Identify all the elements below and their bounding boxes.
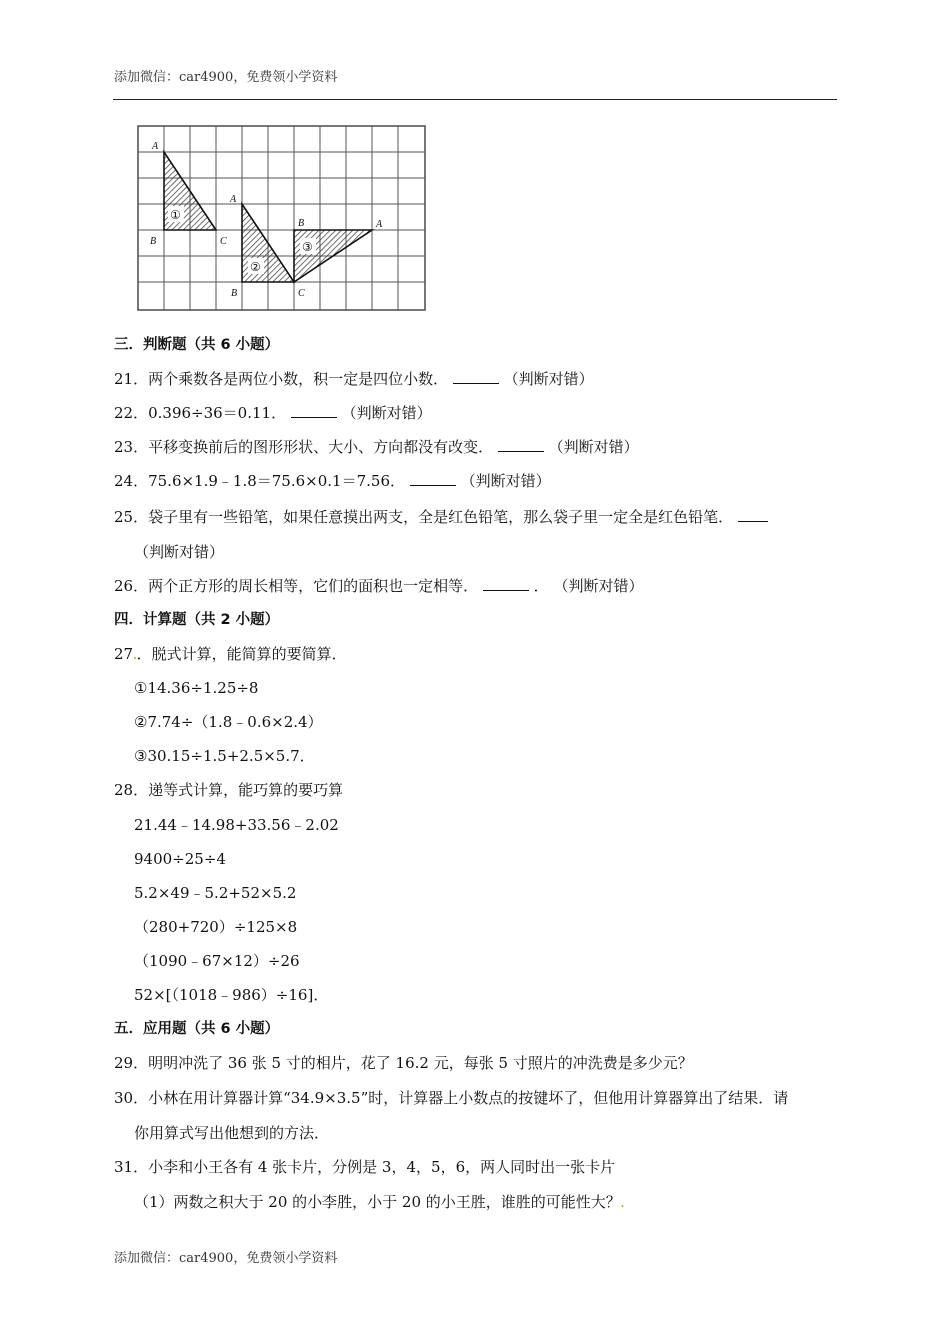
question-29: 29．明明冲洗了 36 张 5 寸的相片，花了 16.2 元，每张 5 寸照片的冲洗费是多少元？ [114, 1054, 693, 1072]
q28-item-4: （280+720）÷125×8 [134, 918, 298, 936]
q23-tail: （判断对错） [548, 438, 639, 456]
question-23 [114, 437, 639, 457]
dot-mark-2: . [620, 1199, 625, 1210]
question-24 [114, 471, 551, 491]
question-21 [114, 369, 594, 389]
q31-sub-1-text: （1）两数之积大于 20 的小李胜，小于 20 的小王胜，谁胜的可能性大？ [134, 1193, 621, 1211]
q27-item-1: ①14.36÷1.25÷8 [134, 679, 259, 697]
q28-item-6: 52×[（1018﹣986）÷16]． [134, 986, 329, 1004]
section-5-title: 五．应用题（共 6 小题） [114, 1021, 280, 1037]
q25-text: 25．袋子里有一些铅笔，如果任意摸出两支，全是红色铅笔，那么袋子里一定全是红色铅笔． [114, 508, 734, 526]
question-22 [114, 403, 432, 423]
q24-text: 24．75.6×1.9﹣1.8＝75.6×0.1＝7.56． [114, 472, 405, 490]
triangle-grid-figure [136, 124, 428, 314]
q21-text: 21．两个乘数各是两位小数，积一定是四位小数． [114, 370, 449, 388]
q21-tail: （判断对错） [503, 370, 594, 388]
question-30-line-1: 30．小林在用计算器计算“34.9×3.5”时，计算器上小数点的按键坏了，但他用计算器算出了结果．请 [114, 1089, 789, 1107]
question-25 [114, 507, 768, 527]
label-n2: ② [250, 260, 261, 274]
q27-item-3: ③30.15÷1.5+2.5×5.7． [134, 747, 315, 765]
q24-blank[interactable] [410, 471, 456, 486]
q21-blank[interactable] [453, 369, 499, 384]
q26-text: 26．两个正方形的周长相等，它们的面积也一定相等． [114, 577, 479, 595]
label-a1: A [152, 141, 159, 152]
page-footer: 添加微信：car4900，免费领小学资料 [114, 1251, 338, 1266]
label-a2: A [230, 194, 237, 205]
label-b2: B [231, 288, 238, 299]
q27-num: 27 [114, 645, 134, 663]
q27-item-2: ②7.74÷（1.8﹣0.6×2.4） [134, 713, 323, 731]
q26-blank[interactable] [483, 576, 529, 591]
label-n1: ① [170, 208, 181, 222]
section-3-title: 三．判断题（共 6 小题） [114, 337, 280, 353]
q26-mid: ． [533, 577, 549, 595]
question-26 [114, 576, 643, 596]
section-4-title: 四．计算题（共 2 小题） [114, 612, 280, 628]
q25-tail: （判断对错） [134, 543, 225, 561]
q22-blank[interactable] [291, 403, 337, 418]
q28-item-2: 9400÷25÷4 [134, 850, 226, 868]
page-header: 添加微信：car4900，免费领小学资料 [114, 70, 338, 85]
q27-text: ．脱式计算，能简算的要简算． [136, 645, 347, 663]
q23-blank[interactable] [498, 437, 544, 452]
header-divider [113, 99, 837, 100]
label-b3: B [298, 218, 305, 229]
label-b1: B [150, 236, 157, 247]
q28-item-5: （1090﹣67×12）÷26 [134, 952, 300, 970]
q22-text: 22．0.396÷36＝0.11． [114, 404, 287, 422]
question-30-line-2: 你用算式写出他想到的方法． [134, 1124, 330, 1142]
q22-tail: （判断对错） [341, 404, 432, 422]
q26-tail: （判断对错） [553, 577, 644, 595]
label-c2: C [298, 288, 305, 299]
q23-text: 23．平移变换前后的图形形状、大小、方向都没有改变． [114, 438, 494, 456]
question-27 [114, 644, 347, 667]
label-c1: C [220, 236, 227, 247]
dot-mark: . [133, 651, 137, 662]
q28-item-3: 5.2×49﹣5.2+52×5.2 [134, 884, 297, 902]
q24-tail: （判断对错） [460, 472, 551, 490]
label-n3: ③ [302, 240, 313, 254]
label-a3: A [376, 219, 383, 230]
question-28: 28．递等式计算，能巧算的要巧算 [114, 781, 344, 799]
question-31: 31．小李和小王各有 4 张卡片，分例是 3，4，5，6，两人同时出一张卡片 [114, 1158, 616, 1176]
q28-item-1: 21.44﹣14.98+33.56﹣2.02 [134, 816, 339, 834]
q25-blank[interactable] [738, 507, 768, 522]
q31-sub-1 [134, 1192, 624, 1215]
